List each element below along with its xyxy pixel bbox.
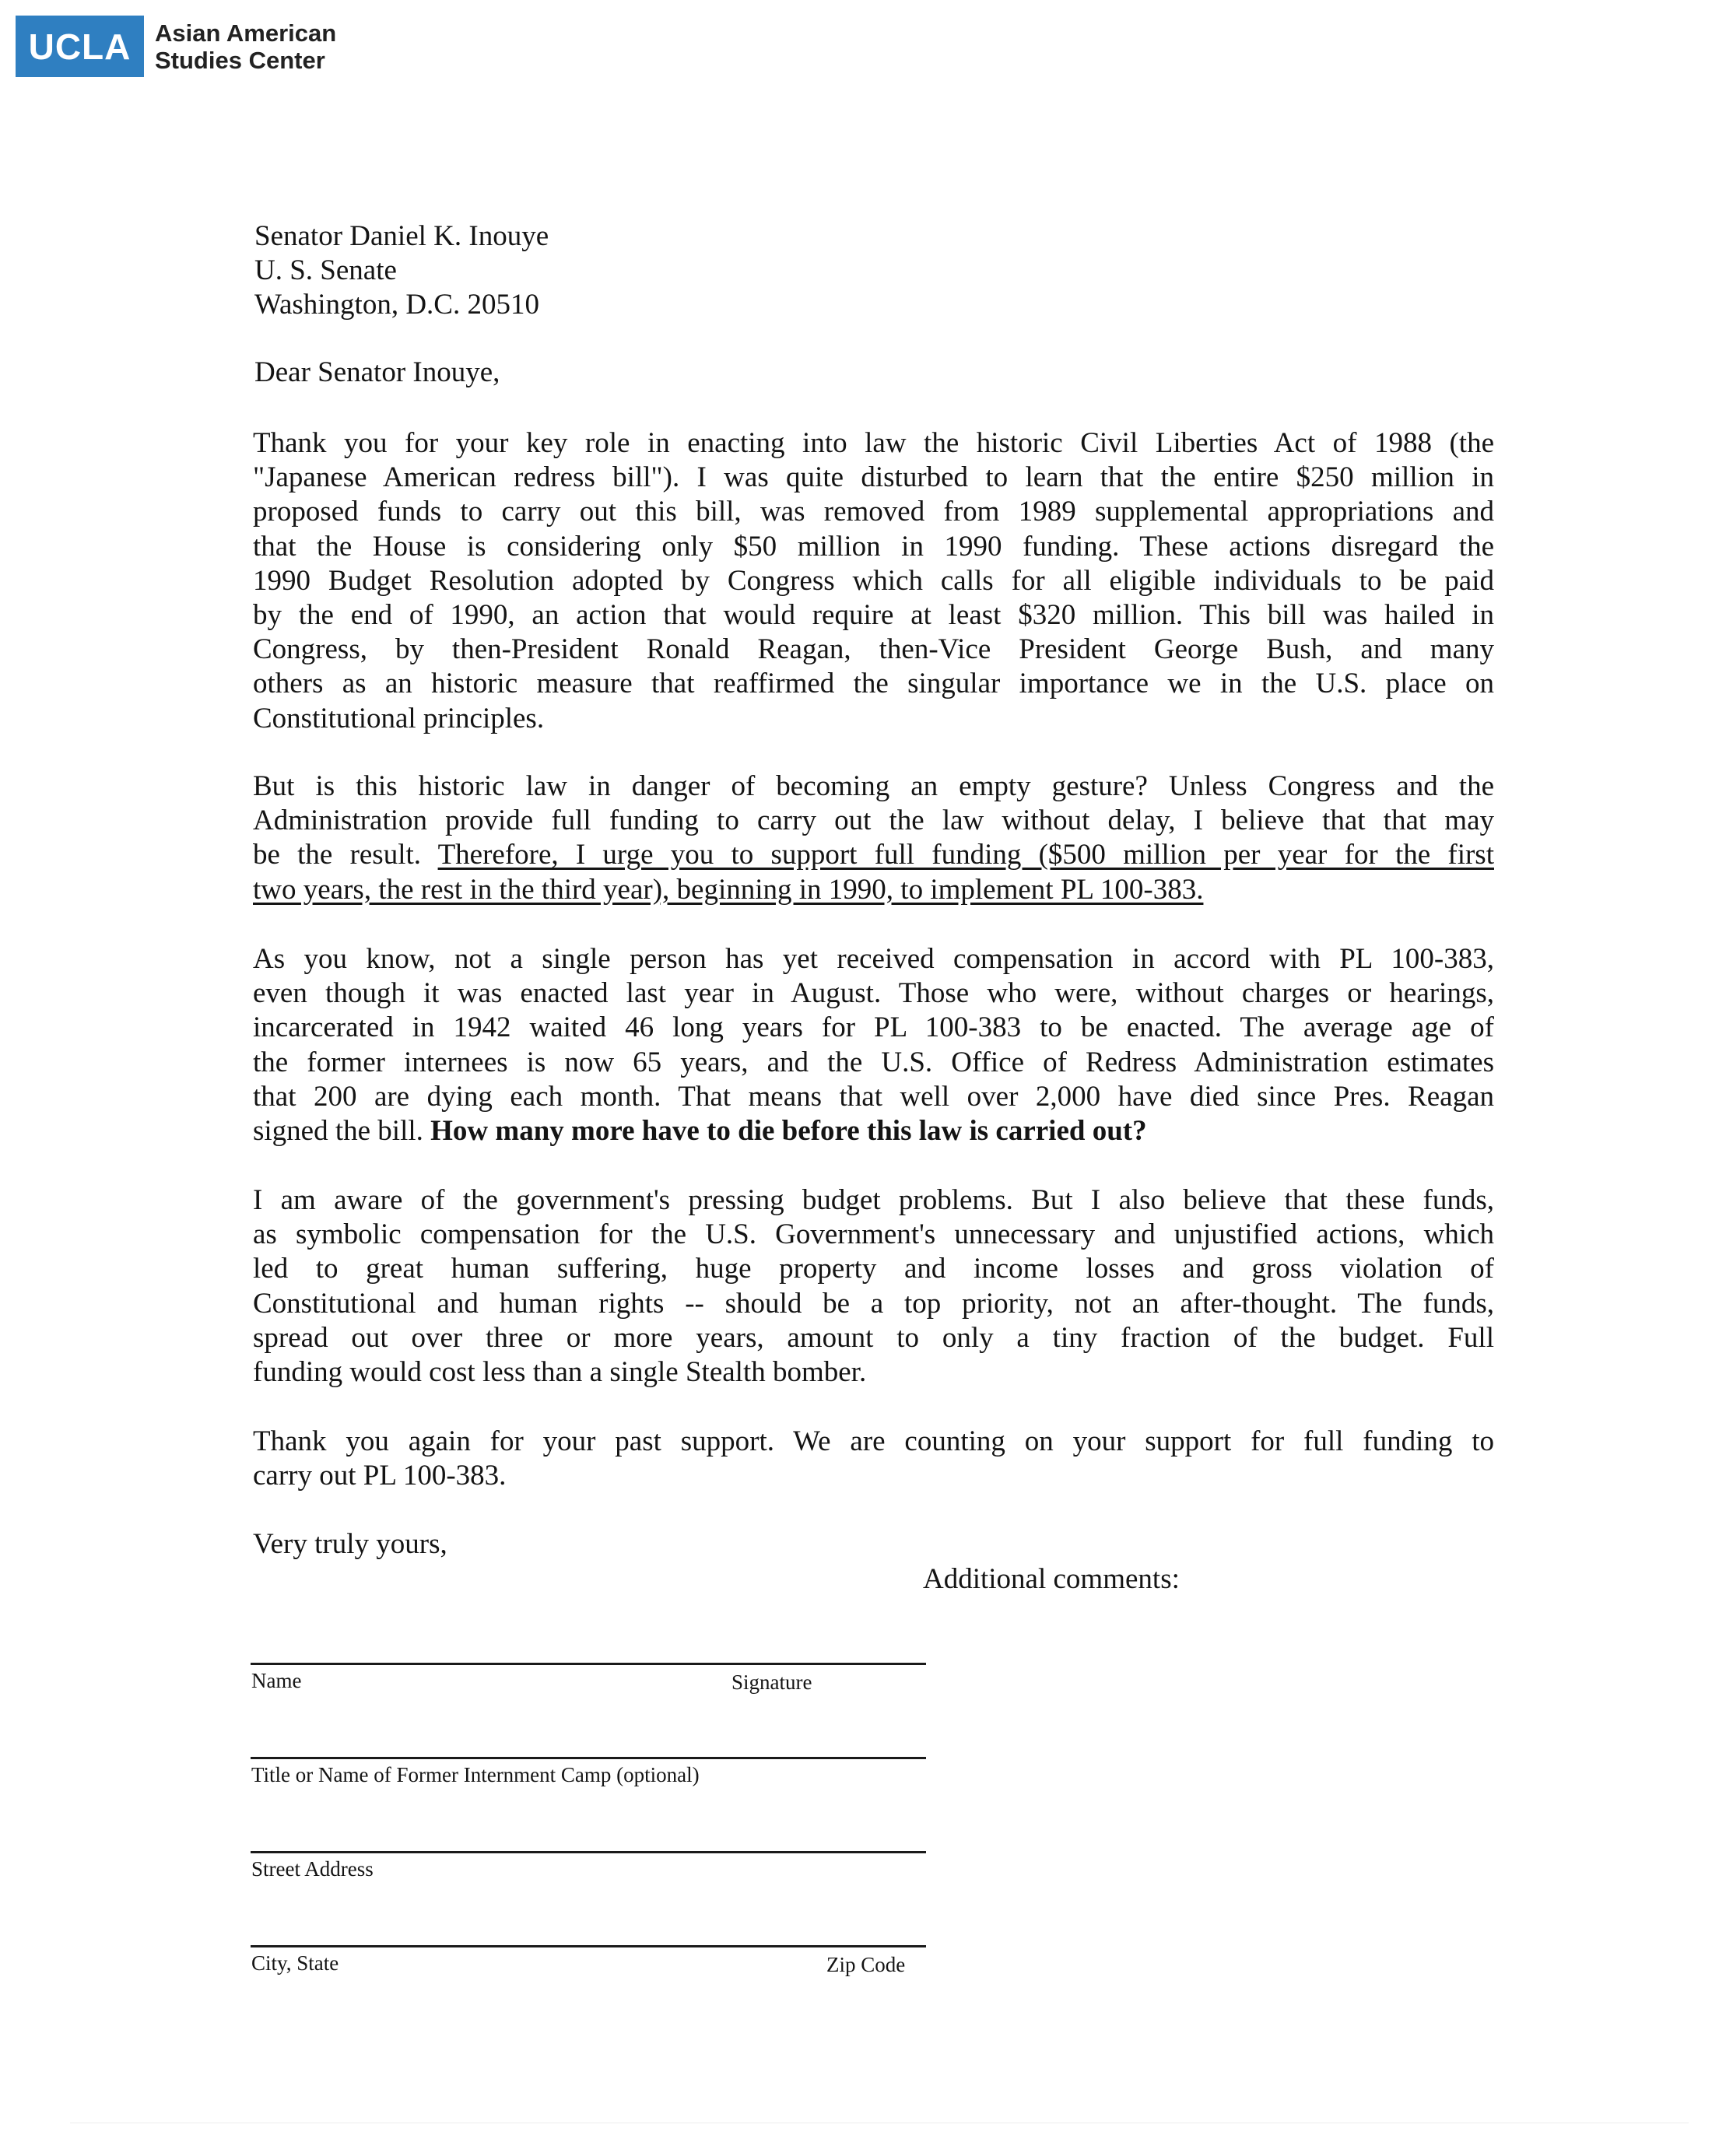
recipient-line: Washington, D.C. 20510 xyxy=(254,289,539,321)
text-line: that 200 are dying each month. That means that well over 2,000 have died since Pres. Reagan xyxy=(253,1080,1494,1113)
text-line: Thank you again for your past support. We are counting on your support for full funding to xyxy=(253,1425,1494,1457)
text-line: "Japanese American redress bill"). I was quite disturbed to learn that the entire $250 million in xyxy=(253,461,1494,494)
text-line: by the end of 1990, an action that would require at least $320 million. This bill was hailed in xyxy=(253,599,1494,632)
center-name-line1: Asian American xyxy=(155,19,337,47)
text-line: incarcerated in 1942 waited 46 long years for PL 100-383 to be enacted. The average age of xyxy=(253,1011,1494,1044)
name-label: Name xyxy=(251,1669,302,1692)
text-line xyxy=(253,1114,1494,1148)
street-address-label: Street Address xyxy=(251,1857,374,1881)
text-line: As you know, not a single person has yet received compensation in accord with PL 100-383, xyxy=(253,943,1494,975)
underlined-request: two years, the rest in the third year), beginning in 1990, to implement PL 100-383. xyxy=(253,873,1204,906)
zip-code-label: Zip Code xyxy=(826,1953,906,1976)
text-line: spread out over three or more years, amount to only a tiny fraction of the budget. Full xyxy=(253,1321,1494,1354)
name-signature-line[interactable] xyxy=(251,1663,926,1665)
text-line xyxy=(253,873,1494,907)
plain-text: be the result. xyxy=(253,839,438,871)
text-line: carry out PL 100-383. xyxy=(253,1460,507,1492)
text-line: that the House is considering only $50 million in 1990 funding. These actions disregard the xyxy=(253,530,1494,563)
street-address-line[interactable] xyxy=(251,1851,926,1853)
plain-text: signed the bill. xyxy=(253,1115,431,1148)
text-line: the former internees is now 65 years, and the U.S. Office of Redress Administration estimates xyxy=(253,1046,1494,1078)
ucla-logo-mark: UCLA xyxy=(16,16,144,77)
text-line: even though it was enacted last year in August. Those who were, without charges or hearings, xyxy=(253,977,1494,1010)
text-line xyxy=(253,838,1494,872)
ucla-aasc-logo xyxy=(16,16,336,77)
text-line: Constitutional and human rights -- should be a top priority, not an after-thought. The funds, xyxy=(253,1287,1494,1320)
title-camp-line[interactable] xyxy=(251,1757,926,1759)
paragraph-budget xyxy=(253,1183,1494,1390)
closing: Very truly yours, xyxy=(253,1528,447,1560)
text-line: But is this historic law in danger of becoming an empty gesture? Unless Congress and the xyxy=(253,770,1494,802)
text-line: Congress, by then-President Ronald Reagan, then-Vice President George Bush, and many xyxy=(253,633,1494,666)
recipient-line: U. S. Senate xyxy=(254,254,397,286)
center-name-line2: Studies Center xyxy=(155,46,325,74)
bold-question: How many more have to die before this law is carried out? xyxy=(430,1115,1147,1148)
title-camp-label: Title or Name of Former Internment Camp (optional) xyxy=(251,1763,700,1786)
salutation: Dear Senator Inouye, xyxy=(254,356,500,388)
text-line: as symbolic compensation for the U.S. Government's unnecessary and unjustified actions, which xyxy=(253,1218,1494,1251)
city-state-zip-line[interactable] xyxy=(251,1945,926,1947)
text-line: Thank you for your key role in enacting into law the historic Civil Liberties Act of 1988 (the xyxy=(253,427,1494,459)
text-line: led to great human suffering, huge property and income losses and gross violation of xyxy=(253,1253,1494,1285)
text-line: Constitutional principles. xyxy=(253,702,545,734)
recipient-line: Senator Daniel K. Inouye xyxy=(254,220,549,252)
underlined-request: Therefore, I urge you to support full funding ($500 million per year for the first xyxy=(437,839,1494,871)
text-line: proposed funds to carry out this bill, was removed from 1989 supplemental appropriations and xyxy=(253,496,1494,528)
recipient-address xyxy=(254,219,549,322)
text-line: funding would cost less than a single Stealth bomber. xyxy=(253,1356,867,1389)
text-line: 1990 Budget Resolution adopted by Congress which calls for all eligible individuals to be paid xyxy=(253,564,1494,597)
paragraph-funding-request xyxy=(253,769,1494,907)
paragraph-compensation xyxy=(253,942,1494,1148)
signature-label: Signature xyxy=(731,1670,812,1694)
paragraph-intro xyxy=(253,426,1494,736)
text-line: I am aware of the government's pressing budget problems. But I also believe that these funds, xyxy=(253,1184,1494,1216)
paragraph-thanks xyxy=(253,1425,1494,1493)
city-state-label: City, State xyxy=(251,1951,339,1975)
text-line: others as an historic measure that reaffirmed the singular importance we in the U.S. place on xyxy=(253,668,1494,700)
center-name xyxy=(155,19,336,74)
text-line: Administration provide full funding to carry out the law without delay, I believe that that may xyxy=(253,805,1494,837)
additional-comments-label: Additional comments: xyxy=(923,1563,1180,1595)
